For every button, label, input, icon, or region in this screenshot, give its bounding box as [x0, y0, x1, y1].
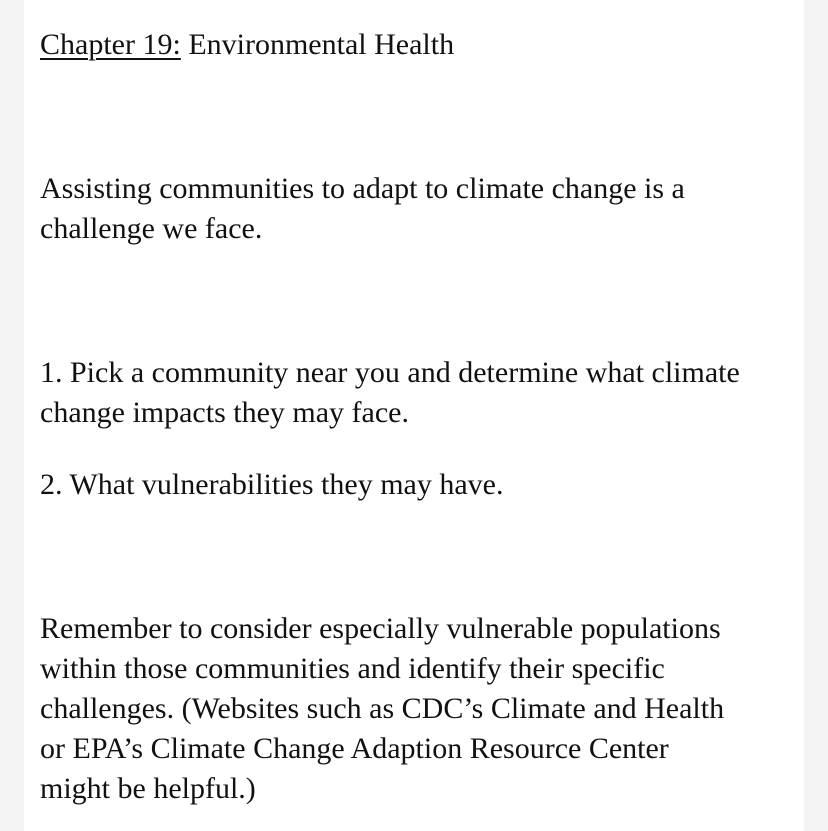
- question-line: 2. What vulnerabilities they may have.: [40, 468, 504, 501]
- intro-line: Assisting communities to adapt to climate change is a: [40, 172, 685, 205]
- reminder-line: or EPA’s Climate Change Adaption Resource Center: [40, 732, 669, 765]
- reminder-line: Remember to consider especially vulnerable populations: [40, 612, 721, 645]
- reminder-line: might be helpful.): [40, 772, 256, 805]
- chapter-number: Chapter 19:: [40, 28, 181, 61]
- intro-line: challenge we face.: [40, 212, 263, 245]
- chapter-title: Environmental Health: [188, 28, 455, 61]
- reminder-line: within those communities and identify their specific: [40, 652, 665, 685]
- chapter-heading: [40, 25, 454, 65]
- question-line: change impacts they may face.: [40, 396, 409, 429]
- document-page: [24, 0, 804, 831]
- reminder-line: challenges. (Websites such as CDC’s Climate and Health: [40, 692, 725, 725]
- question-line: 1. Pick a community near you and determine what climate: [40, 356, 740, 389]
